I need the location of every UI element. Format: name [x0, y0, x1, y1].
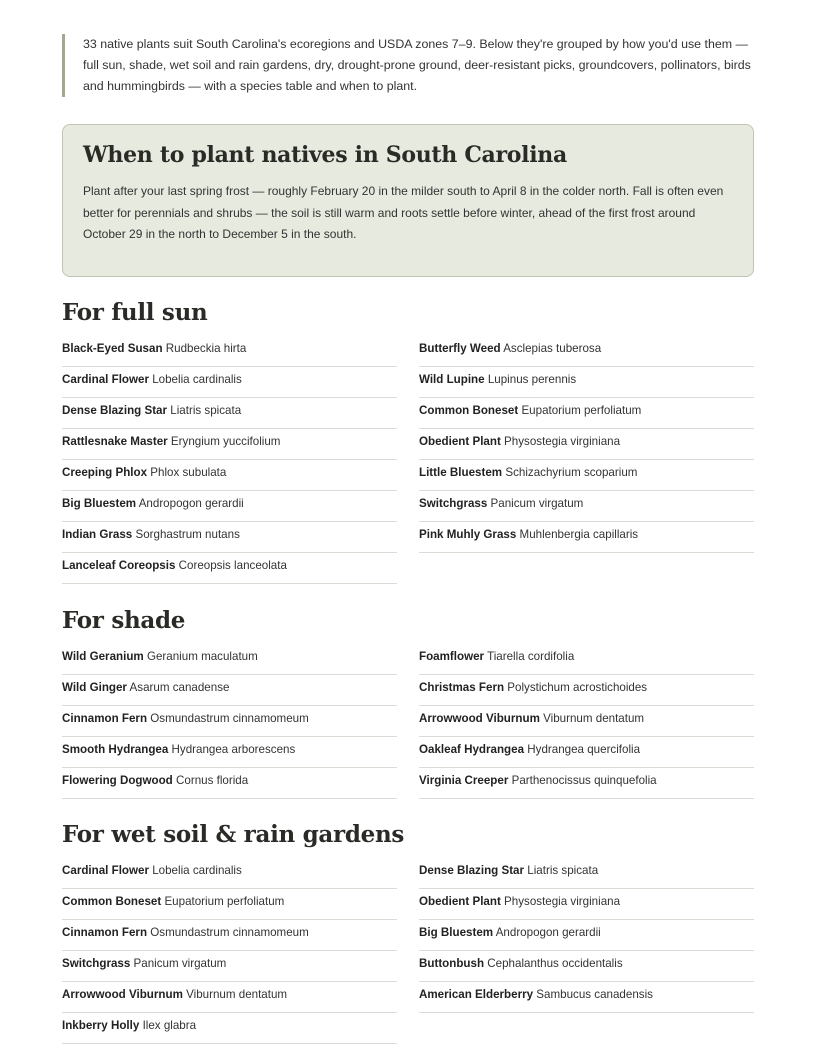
plant-common-name: Switchgrass: [419, 497, 488, 510]
plant-latin-name: Andropogon gerardii: [495, 926, 601, 939]
plant-item: [62, 982, 397, 1013]
plant-item: [419, 398, 754, 429]
plant-item: [419, 951, 754, 982]
plant-common-name: Christmas Fern: [419, 681, 505, 694]
section-title: For wet soil & rain gardens: [62, 821, 405, 848]
plant-common-name: Big Bluestem: [62, 497, 137, 510]
plant-common-name: Wild Geranium: [62, 650, 144, 663]
plant-common-name: Buttonbush: [419, 957, 485, 970]
plant-item: [419, 675, 754, 706]
plant-item: [419, 367, 754, 398]
plant-item: [62, 336, 397, 367]
plant-latin-name: Andropogon gerardii: [138, 497, 244, 510]
plant-latin-name: Panicum virgatum: [133, 957, 227, 970]
plant-latin-name: Panicum virgatum: [490, 497, 584, 510]
plant-latin-name: Geranium maculatum: [146, 650, 258, 663]
plant-common-name: Wild Lupine: [419, 373, 485, 386]
plant-item: [62, 951, 397, 982]
section-wet-soil: [62, 820, 754, 1044]
plant-item: [419, 982, 754, 1013]
plant-latin-name: Lobelia cardinalis: [152, 864, 242, 877]
plant-latin-name: Rudbeckia hirta: [165, 342, 247, 355]
plant-latin-name: Cornus florida: [176, 774, 249, 787]
plant-common-name: Butterfly Weed: [419, 342, 501, 355]
plant-common-name: Dense Blazing Star: [419, 864, 525, 877]
plant-common-name: Dense Blazing Star: [62, 404, 168, 417]
plant-item: [62, 706, 397, 737]
plant-list: [62, 336, 754, 584]
plant-common-name: Obedient Plant: [419, 895, 501, 908]
plant-common-name: Rattlesnake Master: [62, 435, 168, 448]
plant-item: [62, 768, 397, 799]
plant-latin-name: Physostegia virginiana: [504, 435, 621, 448]
plant-latin-name: Tiarella cordifolia: [487, 650, 575, 663]
plant-list: [62, 858, 754, 1044]
plant-common-name: Obedient Plant: [419, 435, 501, 448]
plant-item: [419, 522, 754, 553]
plant-item: [419, 737, 754, 768]
plant-item: [62, 367, 397, 398]
plant-latin-name: Eupatorium perfoliatum: [521, 404, 642, 417]
plant-item: [62, 398, 397, 429]
plant-item: [419, 768, 754, 799]
plant-item: [419, 858, 754, 889]
plant-latin-name: Coreopsis lanceolata: [178, 559, 287, 572]
plant-latin-name: Asclepias tuberosa: [503, 342, 602, 355]
plant-item: [62, 644, 397, 675]
plant-item: [62, 429, 397, 460]
plant-common-name: Foamflower: [419, 650, 485, 663]
plant-common-name: Flowering Dogwood: [62, 774, 173, 787]
plant-common-name: Cinnamon Fern: [62, 926, 148, 939]
plant-latin-name: Eryngium yuccifolium: [170, 435, 281, 448]
plant-latin-name: Lobelia cardinalis: [152, 373, 242, 386]
plant-latin-name: Parthenocissus quinquefolia: [511, 774, 657, 787]
plant-item: [62, 522, 397, 553]
planting-time-callout: [62, 124, 754, 277]
plant-common-name: American Elderberry: [419, 988, 534, 1001]
plant-common-name: Cinnamon Fern: [62, 712, 148, 725]
plant-common-name: Inkberry Holly: [62, 1019, 140, 1032]
plant-latin-name: Hydrangea arborescens: [171, 743, 296, 756]
plant-latin-name: Liatris spicata: [527, 864, 599, 877]
plant-common-name: Lanceleaf Coreopsis: [62, 559, 176, 572]
plant-common-name: Indian Grass: [62, 528, 133, 541]
plant-common-name: Oakleaf Hydrangea: [419, 743, 525, 756]
plant-common-name: Switchgrass: [62, 957, 131, 970]
plant-item: [62, 491, 397, 522]
plant-latin-name: Polystichum acrostichoides: [507, 681, 648, 694]
plant-item: [62, 737, 397, 768]
plant-item: [62, 889, 397, 920]
plant-common-name: Creeping Phlox: [62, 466, 148, 479]
plant-item: [62, 675, 397, 706]
plant-common-name: Cardinal Flower: [62, 864, 149, 877]
plant-list: [62, 644, 754, 799]
plant-item: [419, 889, 754, 920]
plant-common-name: Black-Eyed Susan: [62, 342, 163, 355]
plant-latin-name: Physostegia virginiana: [504, 895, 621, 908]
section-full-sun: [62, 298, 754, 584]
plant-item: [419, 920, 754, 951]
plant-latin-name: Osmundastrum cinnamomeum: [150, 712, 309, 725]
plant-item: [419, 336, 754, 367]
plant-latin-name: Viburnum dentatum: [543, 712, 645, 725]
plant-common-name: Cardinal Flower: [62, 373, 149, 386]
plant-latin-name: Schizachyrium scoparium: [505, 466, 638, 479]
plant-common-name: Arrowwood Viburnum: [62, 988, 183, 1001]
plant-common-name: Little Bluestem: [419, 466, 503, 479]
plant-common-name: Wild Ginger: [62, 681, 127, 694]
plant-item: [62, 858, 397, 889]
plant-latin-name: Osmundastrum cinnamomeum: [150, 926, 309, 939]
plant-common-name: Common Boneset: [419, 404, 519, 417]
plant-common-name: Smooth Hydrangea: [62, 743, 169, 756]
plant-common-name: Big Bluestem: [419, 926, 494, 939]
plant-latin-name: Lupinus perennis: [487, 373, 577, 386]
plant-item: [419, 429, 754, 460]
plant-item: [62, 1013, 397, 1044]
plant-common-name: Pink Muhly Grass: [419, 528, 517, 541]
plant-latin-name: Liatris spicata: [170, 404, 242, 417]
plant-latin-name: Sambucus canadensis: [536, 988, 653, 1001]
section-title: For full sun: [62, 299, 208, 326]
plant-item: [62, 920, 397, 951]
plant-latin-name: Sorghastrum nutans: [135, 528, 240, 541]
plant-latin-name: Phlox subulata: [150, 466, 227, 479]
plant-latin-name: Ilex glabra: [142, 1019, 197, 1032]
plant-latin-name: Cephalanthus occidentalis: [487, 957, 623, 970]
plant-latin-name: Eupatorium perfoliatum: [164, 895, 285, 908]
plant-item: [419, 491, 754, 522]
plant-item: [419, 706, 754, 737]
plant-item: [419, 460, 754, 491]
plant-latin-name: Asarum canadense: [129, 681, 230, 694]
plant-latin-name: Viburnum dentatum: [186, 988, 288, 1001]
plant-item: [419, 644, 754, 675]
plant-common-name: Virginia Creeper: [419, 774, 509, 787]
callout-body: Plant after your last spring frost — roughly February 20 in the milder south to April 8 in the colder north. Fall is often even better for perennials and shrubs — the soil is still warm and roots settle before winter, ahead of the first frost around October 29 in the north to December 5 in the south.: [83, 184, 724, 241]
plant-common-name: Arrowwood Viburnum: [419, 712, 540, 725]
plant-item: [62, 460, 397, 491]
callout-title: When to plant natives in South Carolina: [83, 142, 567, 168]
plant-latin-name: Hydrangea quercifolia: [527, 743, 641, 756]
plant-latin-name: Muhlenbergia capillaris: [519, 528, 639, 541]
section-title: For shade: [62, 607, 186, 634]
section-shade: [62, 606, 754, 799]
plant-item: [62, 553, 397, 584]
plant-common-name: Common Boneset: [62, 895, 162, 908]
intro-paragraph: 33 native plants suit South Carolina's ecoregions and USDA zones 7–9. Below they're grouped by how you'd use them — full sun, shade, wet soil and rain gardens, dry, drought-prone ground, deer-resistant picks, groundcovers, pollinators, birds and hummingbirds — with a species table and when to plant.: [62, 34, 752, 97]
